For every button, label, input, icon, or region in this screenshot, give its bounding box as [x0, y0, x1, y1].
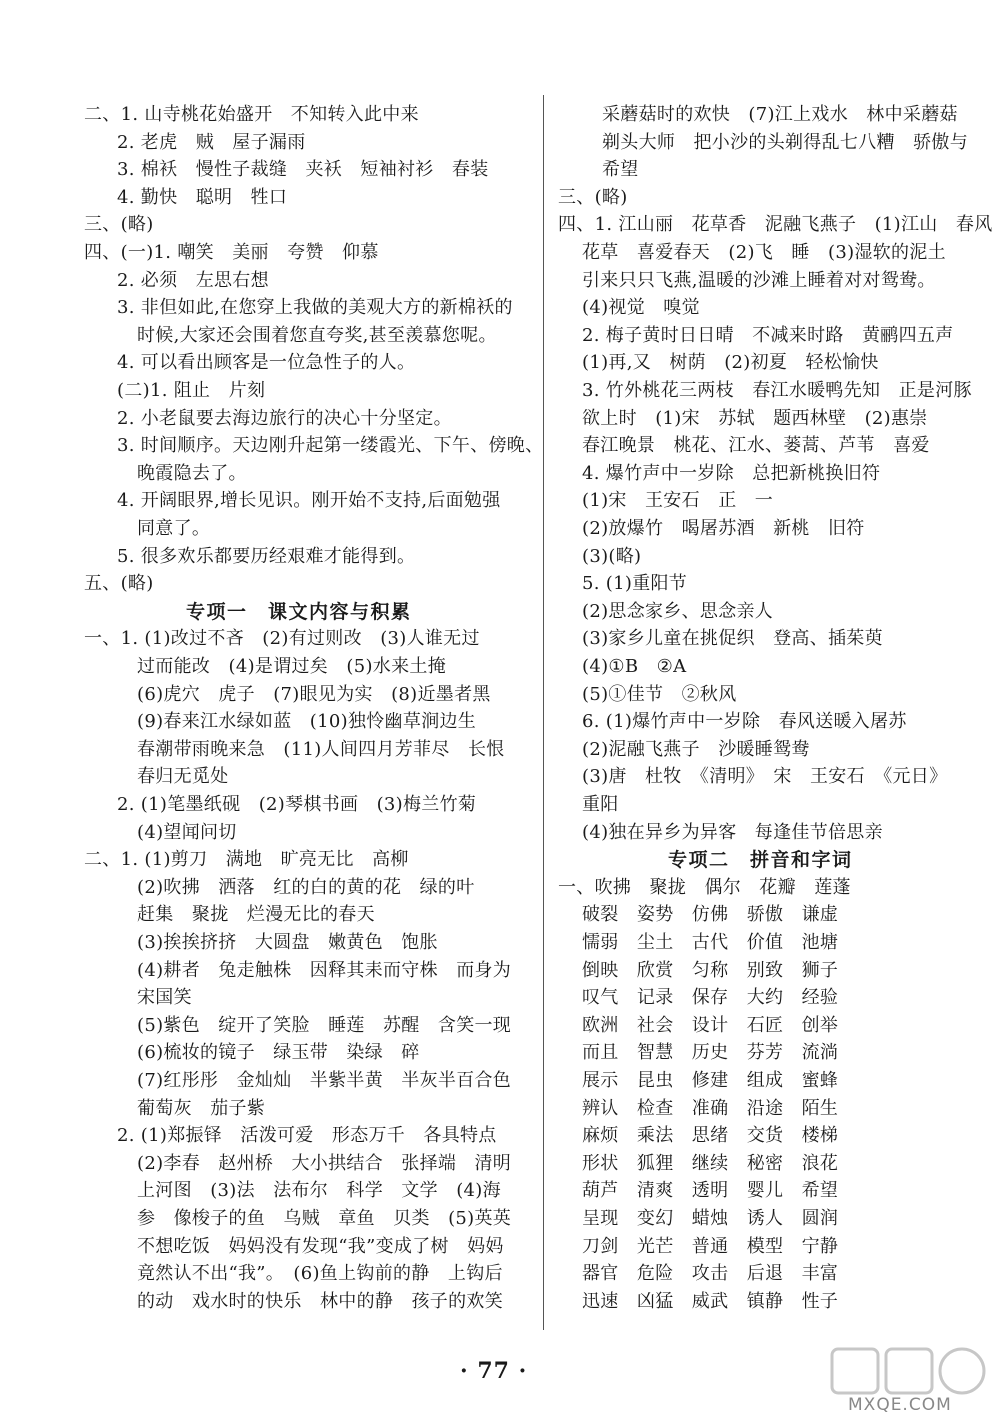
answer-line: 迅速 凶猛 威武 镇静 性子	[582, 1290, 839, 1312]
answer-line: 二、1. (1)剪刀 满地 旷亮无比 高柳	[84, 849, 409, 871]
answer-line: 呈现 变幻 蜡烛 诱人 圆润	[582, 1208, 839, 1229]
answer-line: 五、(略)	[84, 573, 154, 595]
answer-line: 2. (1)笔墨纸砚 (2)琴棋书画 (3)梅兰竹菊	[117, 794, 477, 815]
answer-line: (二)1. 阻止 片刻	[117, 380, 266, 401]
answer-line: 一、1. (1)改过不吝 (2)有过则改 (3)人谁无过	[84, 628, 480, 650]
answer-line: 而且 智慧 历史 芬芳 流淌	[582, 1042, 839, 1064]
answer-line: 时候,大家还会围着您直夸奖,甚至羡慕您呢。	[137, 324, 497, 346]
answer-line: 3. 非但如此,在您穿上我做的美观大方的新棉袄的	[117, 297, 513, 319]
answer-line: (4)望闻问切	[137, 821, 237, 843]
answer-line: 展示 昆虫 修建 组成 蜜蜂	[582, 1070, 839, 1091]
answer-line: 引来只只飞燕,温暖的沙滩上睡着对对鸳鸯。	[582, 269, 936, 291]
answer-line: 葫芦 清爽 透明 婴儿 希望	[582, 1180, 839, 1202]
answer-line: 一、吹拂 聚拢 偶尔 花瓣 莲蓬	[558, 876, 851, 898]
answer-line: (7)红彤彤 金灿灿 半紫半黄 半灰半百合色	[137, 1070, 512, 1091]
answer-line: 二、1. 山寺桃花始盛开 不知转入此中来	[84, 104, 419, 125]
answer-line: 2. 必须 左思右想	[117, 269, 269, 291]
answer-line: (6)虎穴 虎子 (7)眼见为实 (8)近墨者黑	[137, 683, 491, 705]
answer-line: 晚霞隐去了。	[137, 462, 247, 484]
answer-line: (5)①佳节 ②秋风	[582, 683, 737, 705]
section-heading: 专项一 课文内容与积累	[186, 600, 412, 623]
answer-line: (4)耕者 兔走触株 因释其耒而守株 而身为	[137, 959, 512, 981]
answer-line: 2. (1)郑振铎 活泼可爱 形态万千 各具特点	[117, 1125, 497, 1147]
answer-line: 4. 可以看出顾客是一位急性子的人。	[117, 352, 416, 374]
answer-line: 形状 狐狸 继续 秘密 浪花	[582, 1152, 839, 1174]
answer-line: 欧洲 社会 设计 石匠 创举	[582, 1014, 839, 1036]
answer-line: 不想吃饭 妈妈没有发现“我”变成了树 妈妈	[137, 1235, 504, 1257]
answer-line: 辨认 检查 准确 沿途 陌生	[582, 1097, 839, 1119]
answer-line: 竟然认不出“我”。 (6)鱼上钩前的静 上钩后	[137, 1263, 503, 1285]
answer-line: 春归无觅处	[137, 766, 229, 788]
answer-line: 懦弱 尘土 古代 价值 池塘	[582, 932, 839, 953]
answer-line: 2. 梅子黄时日日晴 不减来时路 黄鹂四五声	[582, 324, 954, 346]
answer-line: (3)家乡儿童在挑促织 登高、插茱萸	[582, 628, 883, 650]
answer-line: 麻烦 乘法 思绪 交货 楼梯	[582, 1125, 839, 1147]
answer-line: 剃头大师 把小沙的头剃得乱七八糟 骄傲与	[602, 131, 968, 153]
answer-line: 3. 时间顺序。天边刚升起第一缕霞光、下午、傍晚、	[117, 435, 544, 457]
answer-line: 葡萄灰 茄子紫	[137, 1097, 266, 1119]
answer-line: 重阳	[582, 794, 619, 815]
answer-line: 叹气 记录 保存 大约 经验	[582, 987, 839, 1009]
answer-line: (3)(略)	[582, 545, 642, 567]
answer-line: 5. 很多欢乐都要历经艰难才能得到。	[117, 545, 416, 567]
page-number: · 77 ·	[460, 1358, 528, 1384]
answer-line: 三、(略)	[84, 214, 154, 236]
answer-line: 4. 爆竹声中一岁除 总把新桃换旧符	[582, 462, 881, 484]
answer-line: 赶集 聚拢 烂漫无比的春天	[137, 904, 375, 926]
answer-line: (1)宋 王安石 正 一	[582, 490, 774, 512]
answer-line: (5)紫色 绽开了笑脸 睡莲 苏醒 含笑一现	[137, 1014, 512, 1036]
answer-line: (2)吹拂 洒落 红的白的黄的花 绿的叶	[137, 876, 475, 898]
answer-line: 四、1. 江山丽 花草香 泥融飞燕子 (1)江山 春风	[558, 214, 993, 236]
answer-line: 3. 棉袄 慢性子裁缝 夹袄 短袖衬衫 春装	[117, 159, 489, 181]
answer-line: (4)视觉 嗅觉	[582, 297, 700, 319]
answer-line: (2)李春 赵州桥 大小拱结合 张择端 清明	[137, 1152, 512, 1174]
answer-line: 过而能改 (4)是谓过矣 (5)水来土掩	[137, 656, 446, 677]
column-divider	[543, 95, 544, 1330]
answer-line: 同意了。	[137, 518, 211, 539]
answer-line: 采蘑菇时的欢快 (7)江上戏水 林中采蘑菇	[602, 104, 958, 125]
answer-line: 的动 戏水时的快乐 林中的静 孩子的欢笑	[137, 1290, 503, 1312]
answer-line: 5. (1)重阳节	[582, 573, 688, 595]
answer-line: (1)再,又 树荫 (2)初夏 轻松愉快	[582, 352, 879, 374]
answer-line: 欲上时 (1)宋 苏轼 题西林壁 (2)惠崇	[582, 407, 928, 429]
answer-line: 破裂 姿势 仿佛 骄傲 谦虚	[582, 904, 839, 926]
answer-line: 四、(一)1. 嘲笑 美丽 夸赞 仰慕	[84, 242, 379, 263]
answer-line: 6. (1)爆竹声中一岁除 春风送暖入屠苏	[582, 711, 907, 733]
answer-line: 宋国笑	[137, 987, 192, 1009]
answer-line: 春江晚景 桃花、江水、蒌蒿、芦苇 喜爱	[582, 435, 930, 457]
answer-line: 三、(略)	[558, 186, 628, 208]
answer-line: (6)梳妆的镜子 绿玉带 染绿 碎	[137, 1042, 420, 1064]
answer-line: 倒映 欣赏 匀称 别致 狮子	[582, 959, 839, 981]
answer-line: 2. 小老鼠要去海边旅行的决心十分坚定。	[117, 407, 452, 429]
answer-line: (3)唐 杜牧 《清明》 宋 王安石 《元日》	[582, 766, 948, 788]
answer-line: 上河图 (3)法 法布尔 科学 文学 (4)海	[137, 1180, 501, 1202]
answer-line: 参 像梭子的鱼 乌贼 章鱼 贝类 (5)英英	[137, 1208, 512, 1229]
watermark-text: MXQE.COM	[848, 1395, 952, 1415]
answer-line: 3. 竹外桃花三两枝 春江水暖鸭先知 正是河豚	[582, 380, 972, 401]
section-heading: 专项二 拼音和字词	[668, 849, 853, 872]
answer-line: (2)泥融飞燕子 沙暖睡鸳鸯	[582, 738, 810, 760]
answer-line: 4. 勤快 聪明 牲口	[117, 186, 288, 208]
answer-line: 春潮带雨晚来急 (11)人间四月芳菲尽 长恨	[137, 738, 505, 760]
answer-line: 花草 喜爱春天 (2)飞 睡 (3)湿软的泥土	[582, 242, 946, 263]
answer-line: (3)挨挨挤挤 大圆盘 嫩黄色 饱胀	[137, 932, 438, 953]
answer-line: 2. 老虎 贼 屋子漏雨	[117, 131, 306, 153]
answer-line: 刀剑 光芒 普通 模型 宁静	[582, 1235, 839, 1257]
answer-line: 4. 开阔眼界,增长见识。刚开始不支持,后面勉强	[117, 490, 501, 512]
answer-line: (2)思念家乡、思念亲人	[582, 600, 774, 622]
answer-line: (4)独在异乡为异客 每逢佳节倍思亲	[582, 821, 883, 843]
answer-line: (2)放爆竹 喝屠苏酒 新桃 旧符	[582, 518, 865, 539]
answer-line: (4)①B ②A	[582, 656, 687, 677]
answer-line: 器官 危险 攻击 后退 丰富	[582, 1263, 839, 1285]
answer-line: 希望	[602, 159, 639, 181]
answer-line: (9)春来江水绿如蓝 (10)独怜幽草涧边生	[137, 711, 477, 733]
